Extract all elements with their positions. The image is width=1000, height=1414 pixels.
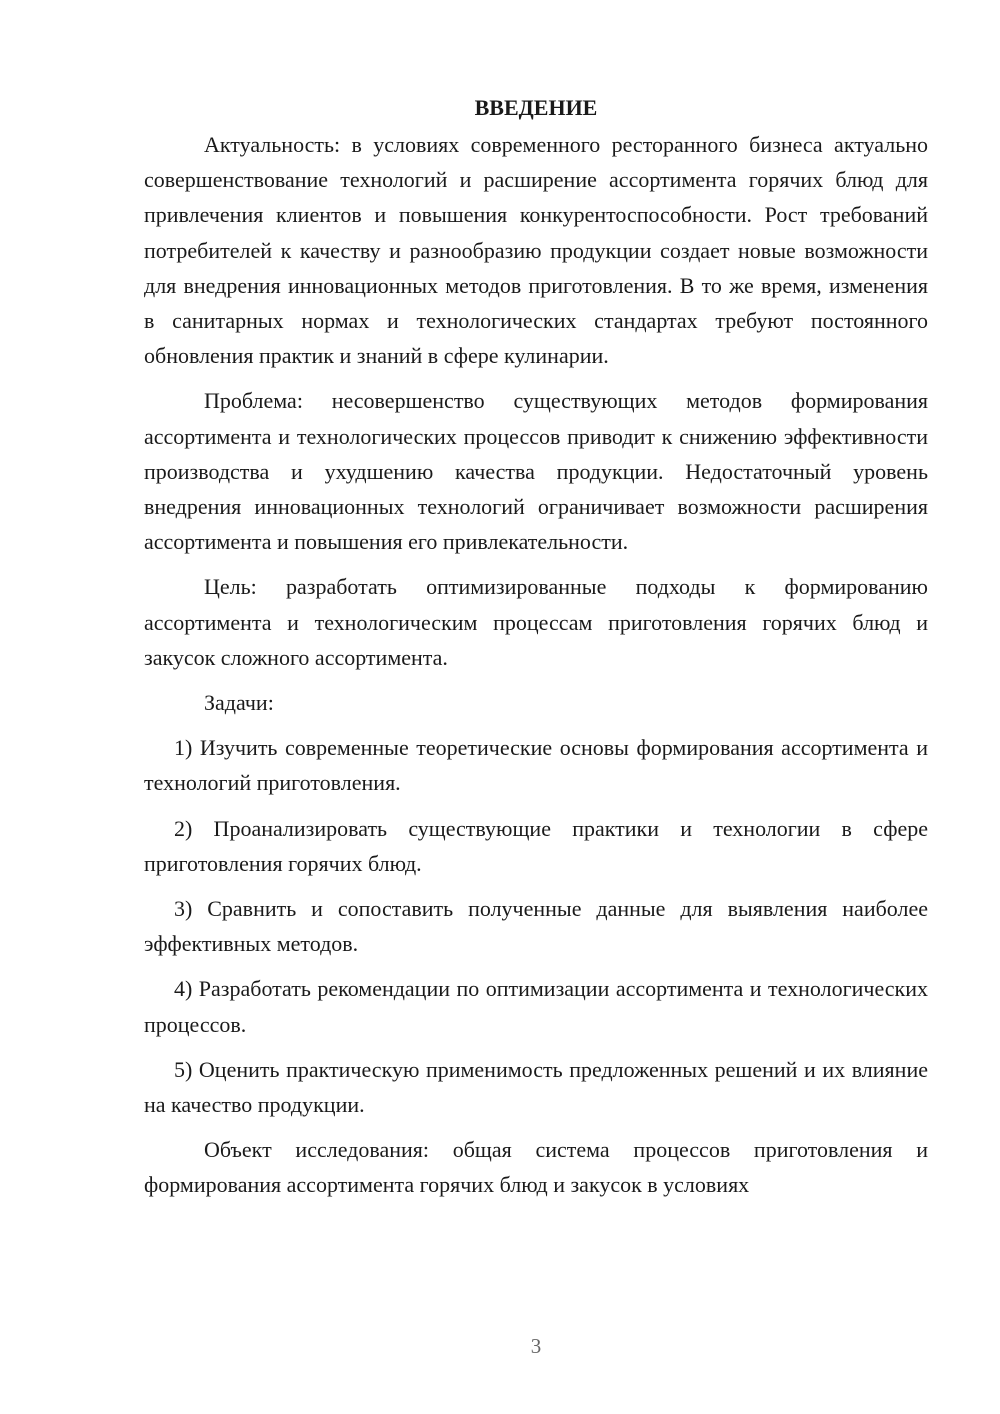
task-item-1: 1) Изучить современные теоретические основы формирования ассортимента и технологий приготовления.	[144, 735, 928, 796]
task-item-4: 4) Разработать рекомендации по оптимизации ассортимента и технологических процессов.	[144, 976, 928, 1037]
page-title: ВВЕДЕНИЕ	[474, 95, 598, 120]
paragraph-goal: Цель: разработать оптимизированные подходы к формированию ассортимента и технологическим процессам приготовления горячих блюд и закусок сложного ассортимента.	[144, 574, 928, 670]
tasks-heading: Задачи:	[204, 690, 274, 716]
task-item-2: 2) Проанализировать существующие практики и технологии в сфере приготовления горячих блюд.	[144, 815, 928, 876]
paragraph-problem: Проблема: несовершенство существующих методов формирования ассортимента и технологических процессов приводит к снижению эффективности производства и ухудшению качества продукции. Недостаточный уровень внедрения инновационных технологий ограничивает возможности расширения ассортимента и повышения его привлекательности.	[144, 388, 928, 555]
task-item-5: 5) Оценить практическую применимость предложенных решений и их влияние на качество продукции.	[144, 1056, 928, 1118]
tasks-list	[144, 730, 928, 1122]
page-content	[144, 90, 928, 1213]
page-number: 3	[530, 1334, 542, 1358]
paragraph-relevance: Актуальность: в условиях современного ресторанного бизнеса актуально совершенствование технологий и расширение ассортимента горячих блюд для привлечения клиентов и повышения конкурентоспособности. Рост требований потребителей к качеству и разнообразию продукции создает новые возможности для внедрения инновационных методов приготовления. В то же время, изменения в санитарных нормах и технологических стандартах требуют постоянного обновления практик и знаний в сфере кулинарии.	[144, 132, 928, 369]
paragraph-object: Объект исследования: общая система процессов приготовления и формирования ассортимента горячих блюд и закусок в условиях	[144, 1137, 928, 1198]
task-item-3: 3) Сравнить и сопоставить полученные данные для выявления наиболее эффективных методов.	[144, 896, 928, 957]
